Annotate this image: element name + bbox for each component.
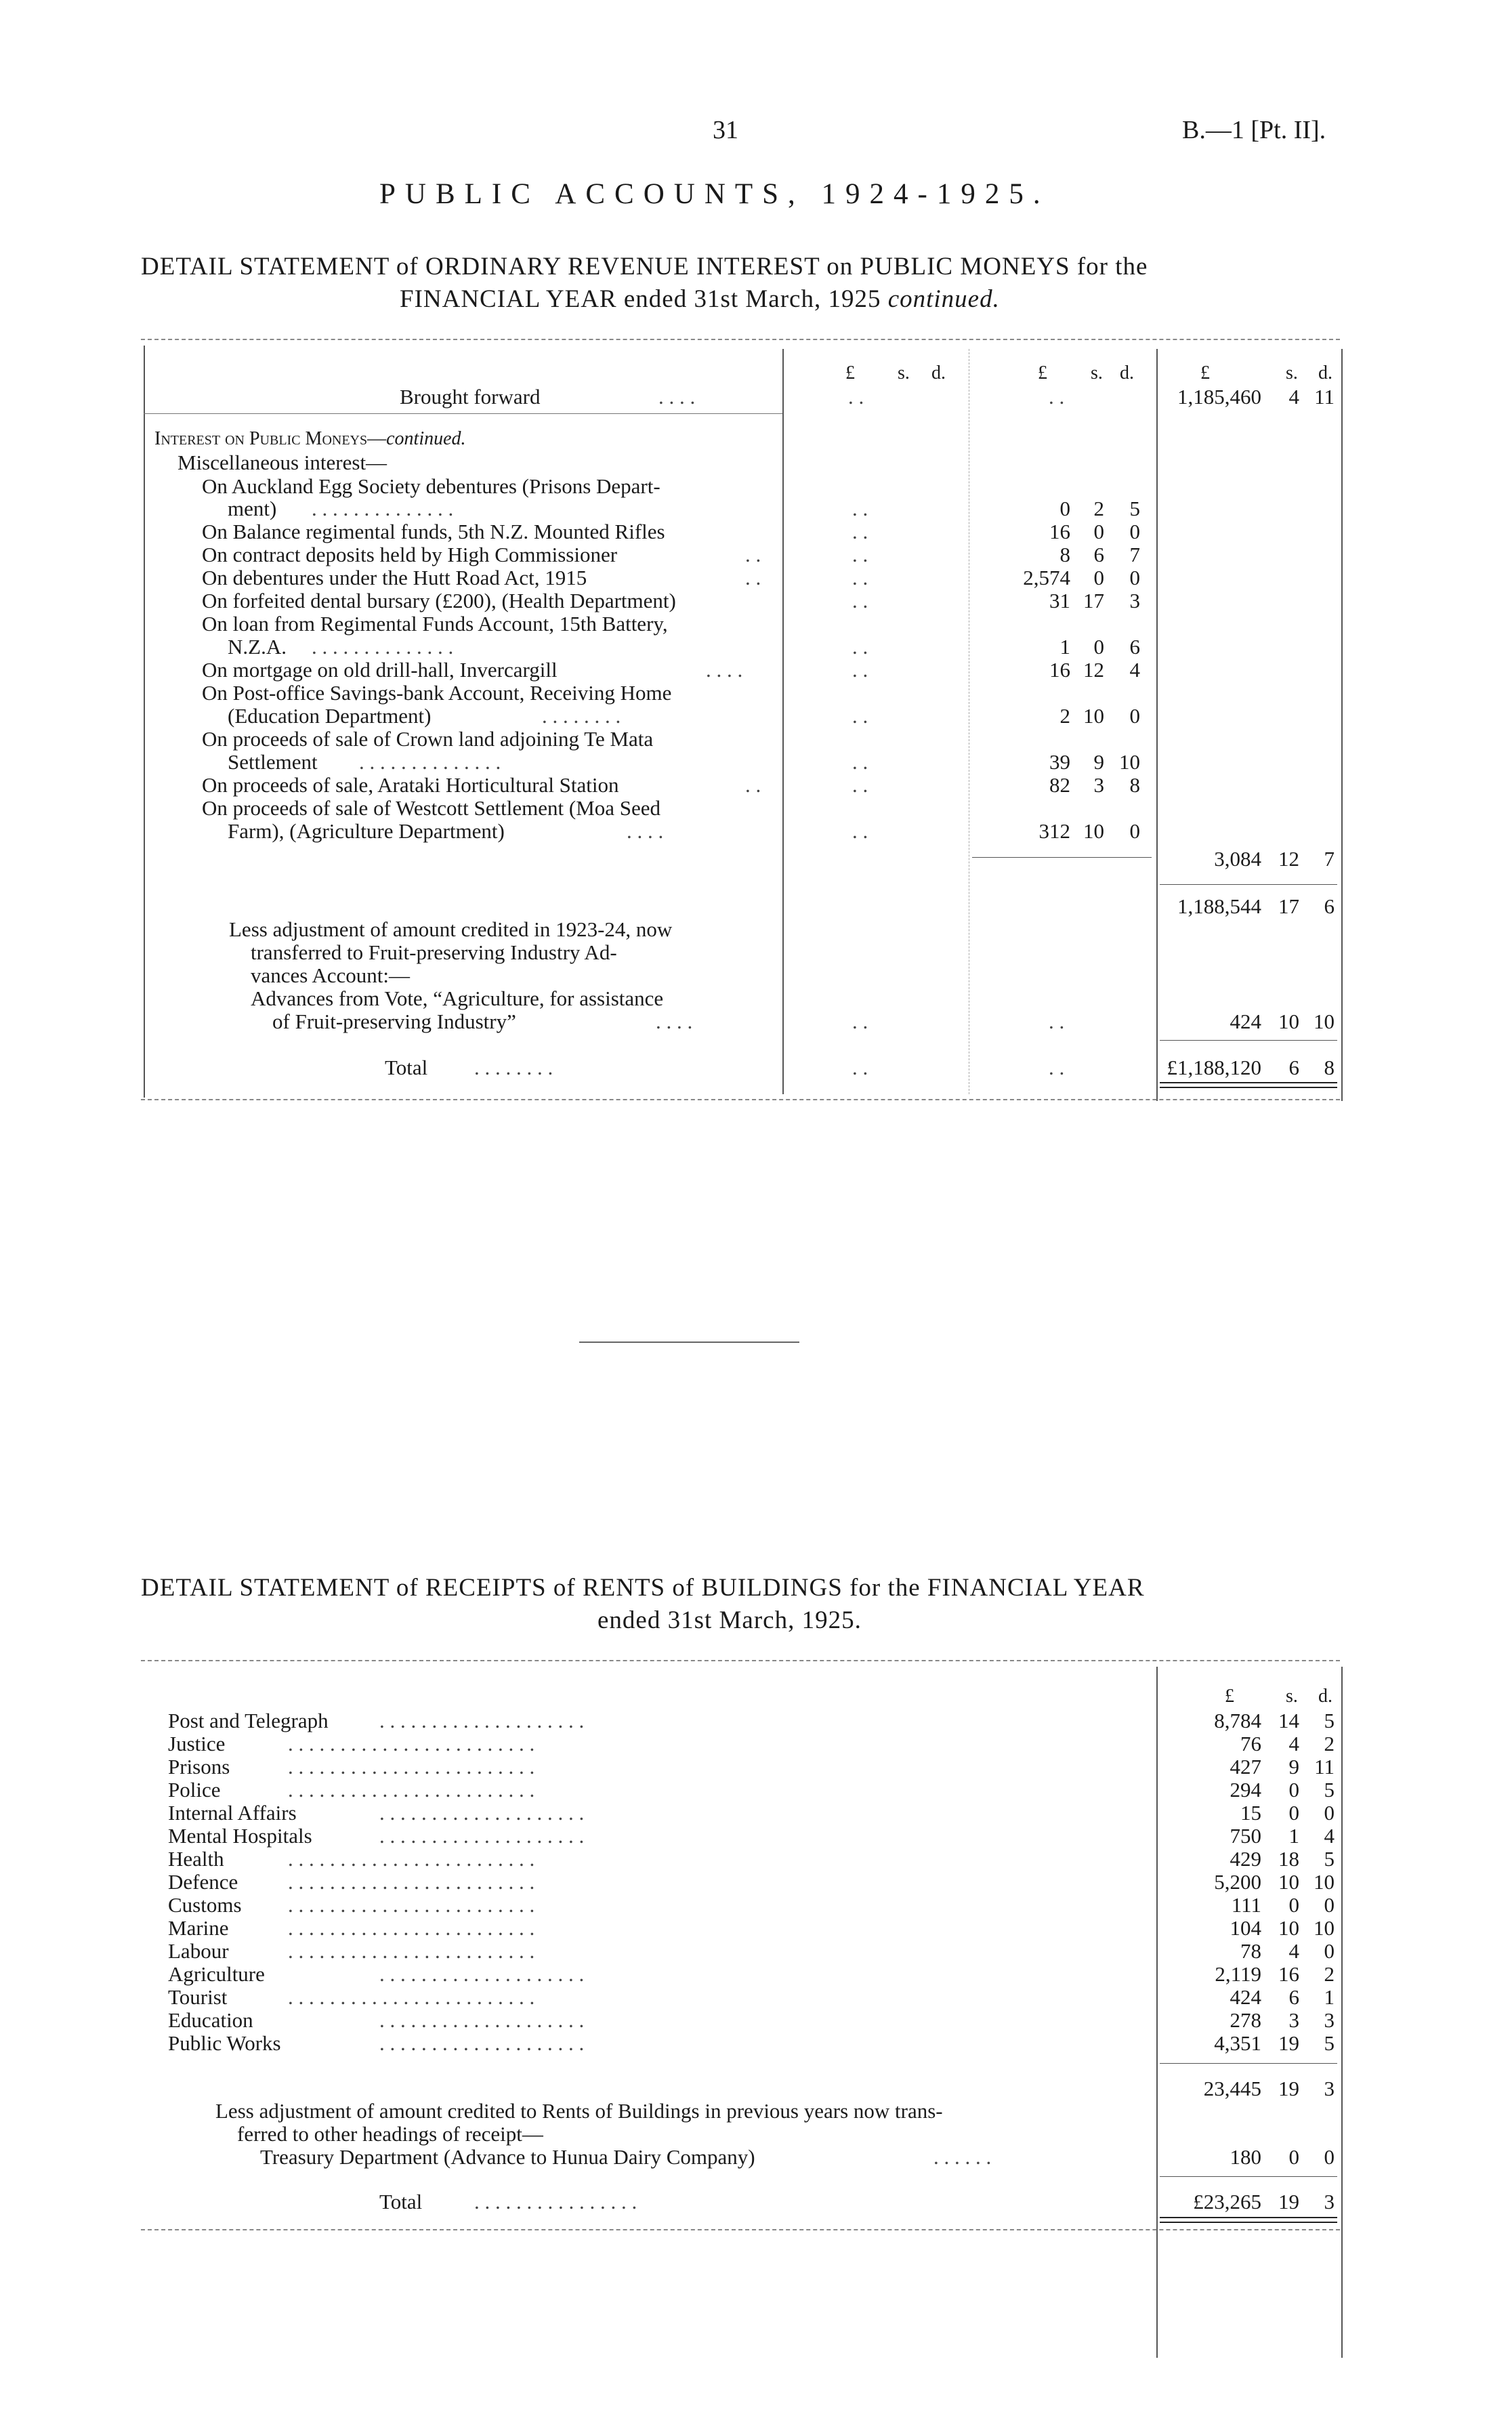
rents-row-d: 0: [1324, 1801, 1335, 1825]
rents-row-pounds: 104: [1230, 1916, 1261, 1940]
interest-item-d: 5: [1129, 497, 1140, 520]
rents-subtotal-s: 19: [1278, 2077, 1299, 2100]
interest-subtotal-s: 12: [1278, 847, 1299, 871]
rents-row-pounds: 8,784: [1214, 1709, 1261, 1732]
col-header-pence-1: d.: [931, 362, 946, 383]
interest-item-description: On Balance regimental funds, 5th N.Z. Mounted Rifles: [202, 520, 665, 543]
page-reference: B.—1 [Pt. II].: [1182, 116, 1326, 144]
interest-item-s: 10: [1083, 819, 1104, 843]
brought-forward-s: 4: [1288, 385, 1299, 409]
interest-item-pounds: 39: [1049, 750, 1070, 774]
rents-row-d: 5: [1324, 2031, 1335, 2055]
interest-gross-pounds: 1,188,544: [1177, 894, 1261, 918]
interest-item-description: On proceeds of sale of Crown land adjoining Te Mata: [202, 727, 654, 751]
rents-row-label: Prisons: [168, 1755, 230, 1779]
col-header-pence-2: d.: [1120, 362, 1134, 383]
rents-total-s: 19: [1278, 2190, 1299, 2213]
interest-item-pounds: 0: [1059, 497, 1070, 520]
interest-item-d: 0: [1129, 704, 1140, 728]
rents-adjustment-text: Less adjustment of amount credited to Rents of Buildings in previous years now trans-: [215, 2099, 943, 2123]
brought-forward-total: 1,185,460: [1177, 385, 1261, 409]
col-header-shillings-3: s.: [1286, 362, 1298, 383]
page-number: 31: [713, 116, 738, 144]
interest-item-pounds: 31: [1049, 589, 1070, 612]
interest-total-label: Total: [385, 1056, 428, 1079]
interest-item-pounds: 82: [1049, 773, 1070, 797]
rents-row-label: Tourist: [168, 1985, 228, 2009]
interest-item-pounds: 2: [1059, 704, 1070, 728]
interest-item-pounds: 2,574: [1023, 566, 1070, 589]
rents-adjustment-text: ferred to other headings of receipt—: [237, 2122, 543, 2146]
rents-row-s: 19: [1278, 2031, 1299, 2055]
rents-row-pounds: 111: [1231, 1893, 1261, 1917]
rents-row-d: 10: [1314, 1916, 1335, 1940]
rents-row-s: 16: [1278, 1962, 1299, 1986]
rents-row-pounds: 15: [1240, 1801, 1261, 1825]
rents-row-s: 14: [1278, 1709, 1299, 1732]
interest-adjustment-d: 10: [1314, 1010, 1335, 1033]
rents-row-pounds: 424: [1230, 1985, 1261, 2009]
rents-row-pounds: 76: [1240, 1732, 1261, 1755]
interest-item-description: On contract deposits held by High Commissioner: [202, 543, 618, 566]
rents-row-s: 10: [1278, 1870, 1299, 1894]
rents-row-label: Defence: [168, 1870, 238, 1894]
col-header-shillings-1: s.: [898, 362, 910, 383]
rents-row-d: 1: [1324, 1985, 1335, 2009]
interest-item-continuation: (Education Department): [228, 704, 432, 728]
page-title: PUBLIC ACCOUNTS, 1924-1925.: [379, 178, 1050, 210]
interest-item-description: On forfeited dental bursary (£200), (Health Department): [202, 589, 676, 612]
interest-adjustment-text: Advances from Vote, “Agriculture, for assistance: [251, 986, 664, 1010]
interest-item-pounds: 16: [1049, 520, 1070, 543]
rents-row-s: 1: [1288, 1824, 1299, 1848]
interest-item-pounds: 8: [1059, 543, 1070, 566]
rents-statement-heading: DETAIL STATEMENT of RECEIPTS of RENTS of BUILDINGS for the FINANCIAL YEAR: [141, 1574, 1145, 1602]
interest-item-description: On debentures under the Hutt Road Act, 1915: [202, 566, 587, 589]
interest-item-continuation: Settlement: [228, 750, 318, 774]
rents-row-label: Health: [168, 1847, 224, 1871]
rents-row-d: 3: [1324, 2008, 1335, 2032]
interest-adjustment-s: 10: [1278, 1010, 1299, 1033]
rents-total-d: 3: [1324, 2190, 1335, 2213]
interest-item-d: 3: [1129, 589, 1140, 612]
interest-item-s: 3: [1093, 773, 1104, 797]
rents-row-pounds: 5,200: [1214, 1870, 1261, 1894]
interest-total-d: 8: [1324, 1056, 1335, 1079]
interest-item-continuation: N.Z.A.: [228, 635, 287, 659]
rents-row-label: Police: [168, 1778, 221, 1802]
rents-row-pounds: 429: [1230, 1847, 1261, 1871]
interest-item-d: 10: [1119, 750, 1140, 774]
rents-row-s: 4: [1288, 1939, 1299, 1963]
rents-row-d: 2: [1324, 1732, 1335, 1755]
rents-row-d: 11: [1314, 1755, 1335, 1779]
interest-adjustment-text: Less adjustment of amount credited in 1923-24, now: [229, 917, 673, 941]
rents-adjustment-text: Treasury Department (Advance to Hunua Dairy Company): [260, 2145, 755, 2169]
interest-item-s: 17: [1083, 589, 1104, 612]
interest-item-d: 6: [1129, 635, 1140, 659]
col-header-pence-3: d.: [1318, 362, 1332, 383]
rents-row-label: Education: [168, 2008, 253, 2032]
rents-row-pounds: 294: [1230, 1778, 1261, 1802]
rents-row-s: 10: [1278, 1916, 1299, 1940]
interest-item-s: 12: [1083, 658, 1104, 682]
interest-total-pounds: £1,188,120: [1167, 1056, 1261, 1079]
col-header-shillings-2: s.: [1091, 362, 1103, 383]
rents-col-header-shillings: s.: [1286, 1686, 1298, 1707]
rents-row-label: Marine: [168, 1916, 229, 1940]
rents-row-pounds: 750: [1230, 1824, 1261, 1848]
rents-row-d: 0: [1324, 1939, 1335, 1963]
interest-statement-heading: DETAIL STATEMENT of ORDINARY REVENUE INTEREST on PUBLIC MONEYS for the: [141, 253, 1148, 280]
interest-adjustment-text: transferred to Fruit-preserving Industry Ad-: [251, 940, 617, 964]
interest-subtotal-pounds: 3,084: [1214, 847, 1261, 871]
rents-row-label: Post and Telegraph: [168, 1709, 329, 1732]
rents-row-s: 3: [1288, 2008, 1299, 2032]
interest-item-s: 6: [1093, 543, 1104, 566]
rents-row-label: Internal Affairs: [168, 1801, 297, 1825]
rents-col-header-pounds: £: [1225, 1686, 1234, 1707]
interest-item-d: 8: [1129, 773, 1140, 797]
interest-item-d: 7: [1129, 543, 1140, 566]
interest-adjustment-pounds: 424: [1230, 1010, 1261, 1033]
rents-row-s: 18: [1278, 1847, 1299, 1871]
rents-row-pounds: 427: [1230, 1755, 1261, 1779]
interest-item-s: 2: [1093, 497, 1104, 520]
interest-item-description: On Auckland Egg Society debentures (Prisons Depart-: [202, 474, 660, 498]
rents-adjustment-d: 0: [1324, 2145, 1335, 2169]
rents-row-label: Public Works: [168, 2031, 281, 2055]
interest-item-description: On loan from Regimental Funds Account, 15th Battery,: [202, 612, 668, 636]
interest-gross-d: 6: [1324, 894, 1335, 918]
interest-gross-s: 17: [1278, 894, 1299, 918]
rents-row-label: Agriculture: [168, 1962, 265, 1986]
interest-item-continuation: Farm), (Agriculture Department): [228, 819, 505, 843]
col-header-pounds-2: £: [1038, 362, 1047, 383]
interest-item-pounds: 312: [1038, 819, 1070, 843]
interest-item-pounds: 1: [1059, 635, 1070, 659]
rents-row-s: 0: [1288, 1893, 1299, 1917]
interest-item-description: On proceeds of sale, Arataki Horticultural Station: [202, 773, 619, 797]
rents-row-d: 10: [1314, 1870, 1335, 1894]
interest-adjustment-text: of Fruit-preserving Industry”: [272, 1010, 516, 1033]
miscellaneous-subheading: Miscellaneous interest—: [177, 451, 387, 474]
rents-subtotal-pounds: 23,445: [1203, 2077, 1261, 2100]
rents-row-s: 0: [1288, 1778, 1299, 1802]
rents-row-s: 9: [1288, 1755, 1299, 1779]
interest-item-d: 0: [1129, 566, 1140, 589]
rents-col-header-pence: d.: [1318, 1686, 1332, 1707]
rents-row-pounds: 2,119: [1215, 1962, 1261, 1986]
interest-subtotal-d: 7: [1324, 847, 1335, 871]
interest-total-s: 6: [1288, 1056, 1299, 1079]
rents-total-pounds: £23,265: [1193, 2190, 1261, 2213]
interest-item-description: On Post-office Savings-bank Account, Receiving Home: [202, 681, 672, 705]
interest-item-s: 0: [1093, 520, 1104, 543]
brought-forward-label: Brought forward: [400, 385, 541, 409]
rents-total-label: Total: [379, 2190, 423, 2213]
rents-statement-subheading: ended 31st March, 1925.: [597, 1606, 862, 1634]
interest-item-description: On mortgage on old drill-hall, Invercargill: [202, 658, 558, 682]
rents-row-s: 4: [1288, 1732, 1299, 1755]
rents-row-d: 0: [1324, 1893, 1335, 1917]
interest-statement-subheading: FINANCIAL YEAR ended 31st March, 1925 continued.: [400, 285, 1000, 313]
interest-item-s: 10: [1083, 704, 1104, 728]
rents-row-d: 5: [1324, 1847, 1335, 1871]
rents-row-s: 6: [1288, 1985, 1299, 2009]
rents-row-label: Labour: [168, 1939, 229, 1963]
rents-adjustment-pounds: 180: [1230, 2145, 1261, 2169]
rents-row-label: Mental Hospitals: [168, 1824, 312, 1848]
rents-row-d: 5: [1324, 1778, 1335, 1802]
interest-item-d: 0: [1129, 520, 1140, 543]
rents-row-d: 5: [1324, 1709, 1335, 1732]
interest-item-s: 0: [1093, 635, 1104, 659]
col-header-pounds-3: £: [1200, 362, 1210, 383]
interest-item-s: 9: [1093, 750, 1104, 774]
rents-row-s: 0: [1288, 1801, 1299, 1825]
interest-item-continuation: ment): [228, 497, 277, 520]
rents-row-pounds: 4,351: [1214, 2031, 1261, 2055]
interest-item-s: 0: [1093, 566, 1104, 589]
rents-adjustment-s: 0: [1288, 2145, 1299, 2169]
rents-row-label: Justice: [168, 1732, 226, 1755]
col-header-pounds-1: £: [845, 362, 855, 383]
interest-item-description: On proceeds of sale of Westcott Settlement (Moa Seed: [202, 796, 661, 820]
section-divider: [579, 1342, 799, 1343]
rents-subtotal-d: 3: [1324, 2077, 1335, 2100]
rents-row-pounds: 78: [1240, 1939, 1261, 1963]
interest-adjustment-text: vances Account:—: [251, 963, 411, 987]
interest-item-pounds: 16: [1049, 658, 1070, 682]
rents-row-pounds: 278: [1230, 2008, 1261, 2032]
interest-item-d: 0: [1129, 819, 1140, 843]
interest-item-d: 4: [1129, 658, 1140, 682]
rents-row-d: 2: [1324, 1962, 1335, 1986]
brought-forward-d: 11: [1314, 385, 1335, 409]
section-heading: Interest on Public Moneys—continued.: [154, 428, 466, 449]
rents-row-label: Customs: [168, 1893, 242, 1917]
rents-row-d: 4: [1324, 1824, 1335, 1848]
